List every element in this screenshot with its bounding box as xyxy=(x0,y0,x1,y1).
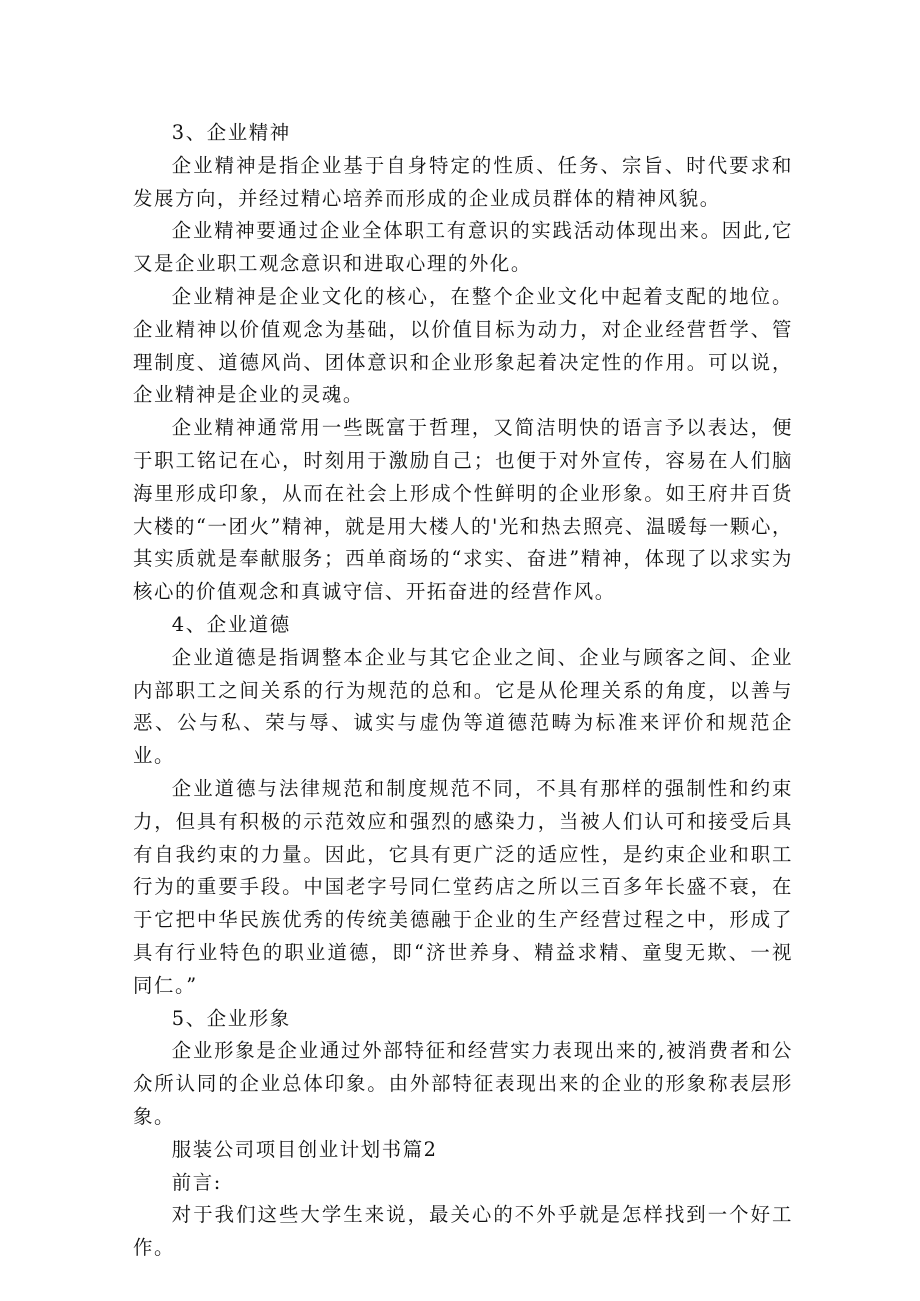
document-body xyxy=(133,117,793,1265)
paragraph: 企业精神通常用一些既富于哲理，又简洁明快的语言予以表达，便于职工铭记在心，时刻用于激励自己；也便于对外宣传，容易在人们脑海里形成印象，从而在社会上形成个性鲜明的企业形象。如王府井百货大楼的“一团火”精神，就是用大楼人的'光和热去照亮、温暖每一颗心，其实质就是奉献服务；西单商场的“求实、奋进”精神，体现了以求实为核心的价值观念和真诚守信、开拓奋进的经营作风。 xyxy=(133,416,793,604)
section-heading-enterprise-image: 5、企业形象 xyxy=(171,1006,291,1030)
document-title-part-2: 服装公司项目创业计划书篇2 xyxy=(171,1137,438,1161)
paragraph: 企业精神要通过企业全体职工有意识的实践活动体现出来。因此,它又是企业职工观念意识和进取心理的外化。 xyxy=(133,219,793,276)
paragraph: 企业道德与法律规范和制度规范不同，不具有那样的强制性和约束力，但具有积极的示范效应和强烈的感染力，当被人们认可和接受后具有自我约束的力量。因此，它具有更广泛的适应性，是约束企业和职工行为的重要手段。中国老字号同仁堂药店之所以三百多年长盛不衰，在于它把中华民族优秀的传统美德融于企业的生产经营过程之中，形成了具有行业特色的职业道德，即“济世养身、精益求精、童叟无欺、一视同仁。” xyxy=(133,776,793,997)
paragraph: 企业道德是指调整本企业与其它企业之间、企业与顾客之间、企业内部职工之间关系的行为规范的总和。它是从伦理关系的角度，以善与恶、公与私、荣与辱、诚实与虚伪等道德范畴为标准来评价和规范企业。 xyxy=(133,645,793,768)
paragraph: 企业精神是指企业基于自身特定的性质、任务、宗旨、时代要求和发展方向，并经过精心培养而形成的企业成员群体的精神风貌。 xyxy=(133,153,793,210)
section-heading-enterprise-spirit: 3、企业精神 xyxy=(171,121,291,144)
section-heading-preface: 前言: xyxy=(171,1170,222,1194)
paragraph: 对于我们这些大学生来说，最关心的不外乎就是怎样找到一个好工作。 xyxy=(133,1203,793,1260)
paragraph: 企业精神是企业文化的核心，在整个企业文化中起着支配的地位。企业精神以价值观念为基础，以价值目标为动力，对企业经营哲学、管理制度、道德风尚、团体意识和企业形象起着决定性的作用。可以说，企业精神是企业的灵魂。 xyxy=(133,284,793,407)
paragraph: 企业形象是企业通过外部特征和经营实力表现出来的,被消费者和公众所认同的企业总体印象。由外部特征表现出来的企业的形象称表层形象。 xyxy=(133,1039,793,1128)
section-heading-enterprise-ethics: 4、企业道德 xyxy=(171,612,291,636)
